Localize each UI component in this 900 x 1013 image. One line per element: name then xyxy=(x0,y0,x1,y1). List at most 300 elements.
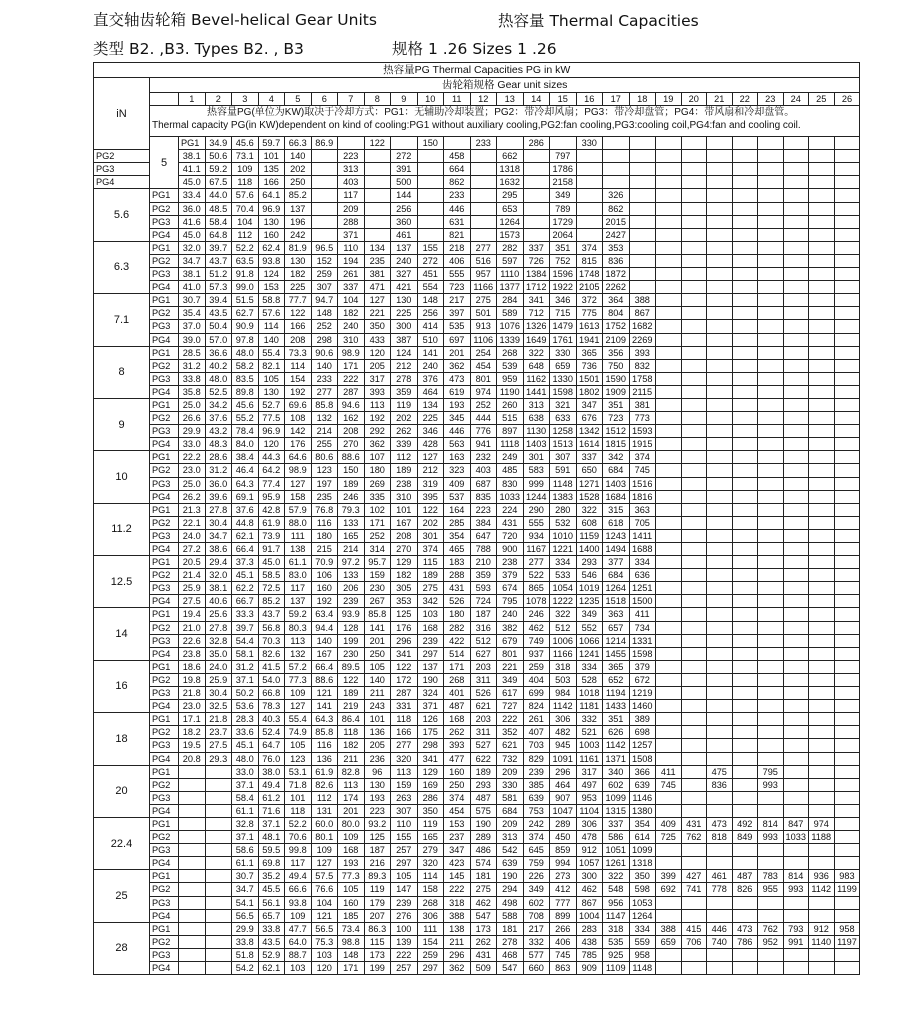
value-cell xyxy=(809,490,835,503)
value-cell: 162 xyxy=(338,412,365,425)
value-cell: 752 xyxy=(550,254,577,267)
value-cell xyxy=(758,346,784,359)
value-cell: 89.3 xyxy=(364,870,391,883)
ratio-cell: 12.5 xyxy=(94,556,150,608)
value-cell xyxy=(656,791,682,804)
value-cell xyxy=(809,254,835,267)
value-cell xyxy=(179,870,206,883)
value-cell xyxy=(758,791,784,804)
value-cell: 124 xyxy=(258,268,285,281)
value-cell: 608 xyxy=(576,516,603,529)
value-cell: 155 xyxy=(417,241,444,254)
value-cell: 345 xyxy=(444,412,471,425)
pg-label: PG4 xyxy=(150,804,179,817)
value-cell xyxy=(834,765,860,778)
value-cell: 101 xyxy=(285,791,312,804)
value-cell: 62.7 xyxy=(232,307,259,320)
value-cell: 297 xyxy=(417,962,444,975)
value-cell: 127 xyxy=(364,294,391,307)
value-cell xyxy=(179,844,206,857)
value-cell xyxy=(809,438,835,451)
value-cell xyxy=(681,556,707,569)
value-cell xyxy=(834,281,860,294)
pg-label: PG2 xyxy=(150,673,179,686)
table-row xyxy=(94,817,860,830)
value-cell: 37.1 xyxy=(258,817,285,830)
value-cell: 34.9 xyxy=(205,137,232,150)
table-row xyxy=(94,503,860,516)
value-cell xyxy=(656,503,682,516)
value-cell xyxy=(834,896,860,909)
value-cell: 181 xyxy=(470,870,497,883)
value-cell: 1318 xyxy=(497,163,524,176)
value-cell xyxy=(732,634,758,647)
value-cell xyxy=(629,215,656,228)
value-cell: 277 xyxy=(470,241,497,254)
value-cell: 1243 xyxy=(603,529,630,542)
value-cell: 535 xyxy=(603,935,630,948)
value-cell: 250 xyxy=(285,176,312,189)
value-cell: 527 xyxy=(470,739,497,752)
size-number: 12 xyxy=(470,93,497,106)
value-cell xyxy=(834,778,860,791)
value-cell xyxy=(707,438,733,451)
value-cell xyxy=(364,150,391,163)
value-cell xyxy=(783,477,809,490)
value-cell: 66.4 xyxy=(232,543,259,556)
value-cell xyxy=(758,202,784,215)
value-cell: 521 xyxy=(576,726,603,739)
size-number: 7 xyxy=(338,93,365,106)
value-cell xyxy=(758,647,784,660)
value-cell: 91.8 xyxy=(232,268,259,281)
value-cell xyxy=(707,543,733,556)
value-cell: 293 xyxy=(470,778,497,791)
value-cell: 72.5 xyxy=(258,582,285,595)
value-cell xyxy=(656,608,682,621)
value-cell xyxy=(834,556,860,569)
value-cell xyxy=(758,176,784,189)
value-cell xyxy=(809,569,835,582)
value-cell xyxy=(758,307,784,320)
value-cell xyxy=(656,294,682,307)
value-cell xyxy=(417,176,444,189)
value-cell: 294 xyxy=(497,883,524,896)
value-cell: 77.3 xyxy=(338,870,365,883)
value-cell: 41.0 xyxy=(179,281,206,294)
value-cell: 148 xyxy=(311,307,338,320)
value-cell xyxy=(834,713,860,726)
value-cell: 32.0 xyxy=(205,569,232,582)
value-cell xyxy=(758,503,784,516)
value-cell: 462 xyxy=(523,621,550,634)
pg-label: PG2 xyxy=(150,569,179,582)
value-cell: 109 xyxy=(232,163,259,176)
value-cell: 1593 xyxy=(629,425,656,438)
size-number: 19 xyxy=(656,93,682,106)
value-cell: 89.5 xyxy=(338,660,365,673)
value-cell: 23.0 xyxy=(179,700,206,713)
value-cell xyxy=(681,150,707,163)
value-cell: 352 xyxy=(497,726,524,739)
value-cell xyxy=(681,634,707,647)
value-cell: 37.0 xyxy=(179,320,206,333)
value-cell xyxy=(758,398,784,411)
value-cell: 786 xyxy=(732,935,758,948)
value-cell: 114 xyxy=(417,870,444,883)
value-cell: 1403 xyxy=(523,438,550,451)
value-cell: 62.1 xyxy=(258,962,285,975)
value-cell: 278 xyxy=(391,372,418,385)
value-cell xyxy=(758,673,784,686)
value-cell: 297 xyxy=(417,647,444,660)
table-row xyxy=(94,621,860,634)
value-cell: 734 xyxy=(629,621,656,634)
value-cell: 814 xyxy=(758,817,784,830)
value-cell: 97.8 xyxy=(232,333,259,346)
value-cell: 292 xyxy=(364,425,391,438)
value-cell: 91.7 xyxy=(258,543,285,556)
value-cell xyxy=(834,569,860,582)
value-cell xyxy=(783,281,809,294)
value-cell xyxy=(758,962,784,975)
size-number: 3 xyxy=(232,93,259,106)
value-cell xyxy=(783,359,809,372)
value-cell: 664 xyxy=(444,163,471,176)
value-cell: 393 xyxy=(444,739,471,752)
value-cell xyxy=(809,621,835,634)
value-cell: 994 xyxy=(550,857,577,870)
value-cell: 588 xyxy=(497,909,524,922)
value-cell xyxy=(834,464,860,477)
value-cell: 104 xyxy=(232,215,259,228)
value-cell: 287 xyxy=(338,385,365,398)
value-cell: 1872 xyxy=(603,268,630,281)
value-cell: 427 xyxy=(681,870,707,883)
value-cell: 282 xyxy=(444,621,471,634)
value-cell: 577 xyxy=(523,948,550,961)
value-cell: 745 xyxy=(550,948,577,961)
value-cell: 69.1 xyxy=(232,490,259,503)
value-cell xyxy=(681,385,707,398)
value-cell: 31.2 xyxy=(232,660,259,673)
value-cell: 153 xyxy=(444,817,471,830)
value-cell: 958 xyxy=(629,948,656,961)
value-cell xyxy=(576,202,603,215)
value-cell: 323 xyxy=(444,464,471,477)
value-cell xyxy=(758,595,784,608)
value-cell: 362 xyxy=(444,359,471,372)
value-cell: 48.1 xyxy=(258,831,285,844)
value-cell: 720 xyxy=(497,529,524,542)
value-cell: 88.6 xyxy=(311,673,338,686)
value-cell: 526 xyxy=(470,687,497,700)
value-cell xyxy=(681,687,707,700)
value-cell xyxy=(809,608,835,621)
value-cell: 1033 xyxy=(783,831,809,844)
value-cell xyxy=(809,739,835,752)
value-cell xyxy=(732,228,758,241)
value-cell xyxy=(707,516,733,529)
value-cell xyxy=(809,503,835,516)
value-cell: 35.4 xyxy=(179,307,206,320)
value-cell: 85.8 xyxy=(311,726,338,739)
value-cell: 724 xyxy=(470,595,497,608)
value-cell xyxy=(656,962,682,975)
value-cell: 211 xyxy=(444,935,471,948)
value-cell: 801 xyxy=(470,372,497,385)
value-cell: 423 xyxy=(444,857,471,870)
value-cell xyxy=(783,896,809,909)
value-cell: 349 xyxy=(523,883,550,896)
value-cell: 73.4 xyxy=(338,922,365,935)
value-cell: 174 xyxy=(338,791,365,804)
value-cell: 25.0 xyxy=(179,477,206,490)
note-cn: 热容量PG(单位为KW)取决于冷却方式：PG1：无辅助冷却装置；PG2：带冷却风扇；PG3：带冷却盘管；PG4：带风扇和冷却盘管。 xyxy=(207,107,795,119)
value-cell: 736 xyxy=(576,359,603,372)
value-cell xyxy=(783,621,809,634)
value-cell: 86.3 xyxy=(364,922,391,935)
value-cell xyxy=(707,228,733,241)
value-cell: 118 xyxy=(338,726,365,739)
value-cell: 602 xyxy=(523,896,550,909)
size-number: 4 xyxy=(258,93,285,106)
value-cell xyxy=(681,647,707,660)
value-cell xyxy=(417,189,444,202)
value-cell xyxy=(576,176,603,189)
value-cell: 101 xyxy=(391,503,418,516)
value-cell: 71.8 xyxy=(285,778,312,791)
value-cell: 647 xyxy=(470,529,497,542)
value-cell: 141 xyxy=(364,621,391,634)
value-cell: 462 xyxy=(576,883,603,896)
value-cell: 2269 xyxy=(629,333,656,346)
value-cell: 1003 xyxy=(576,739,603,752)
value-cell xyxy=(681,254,707,267)
value-cell xyxy=(758,294,784,307)
value-cell xyxy=(783,398,809,411)
value-cell: 96.5 xyxy=(311,241,338,254)
value-cell xyxy=(834,687,860,700)
value-cell xyxy=(732,556,758,569)
value-cell: 705 xyxy=(629,516,656,529)
value-cell xyxy=(758,804,784,817)
value-cell xyxy=(707,857,733,870)
table-row xyxy=(94,320,860,333)
value-cell: 43.2 xyxy=(205,425,232,438)
value-cell: 145 xyxy=(444,870,471,883)
table-row xyxy=(94,673,860,686)
size-number: 18 xyxy=(629,93,656,106)
value-cell: 104 xyxy=(311,896,338,909)
value-cell xyxy=(707,713,733,726)
table-row xyxy=(94,241,860,254)
value-cell: 366 xyxy=(629,765,656,778)
value-cell: 591 xyxy=(550,464,577,477)
value-cell: 1682 xyxy=(629,320,656,333)
pg-label: PG2 xyxy=(150,202,179,215)
value-cell: 353 xyxy=(391,595,418,608)
value-cell: 789 xyxy=(550,202,577,215)
value-cell xyxy=(681,621,707,634)
value-cell xyxy=(311,202,338,215)
value-cell: 103 xyxy=(311,948,338,961)
pg-label: PG3 xyxy=(150,372,179,385)
size-cn: 规格 xyxy=(392,40,424,58)
value-cell: 261 xyxy=(523,713,550,726)
value-cell xyxy=(809,333,835,346)
value-cell xyxy=(707,137,733,150)
value-cell: 190 xyxy=(497,870,524,883)
value-cell: 698 xyxy=(629,726,656,739)
value-cell xyxy=(732,687,758,700)
value-cell: 332 xyxy=(523,935,550,948)
pg-label: PG1 xyxy=(150,817,179,830)
value-cell: 42.8 xyxy=(258,503,285,516)
value-cell: 108 xyxy=(285,412,312,425)
value-cell: 522 xyxy=(523,569,550,582)
size-spacer xyxy=(150,93,179,106)
value-cell: 189 xyxy=(417,569,444,582)
table-row xyxy=(94,556,860,569)
value-cell xyxy=(707,660,733,673)
value-cell: 51.2 xyxy=(205,268,232,281)
value-cell: 36.6 xyxy=(205,346,232,359)
value-cell: 254 xyxy=(470,346,497,359)
value-cell: 320 xyxy=(391,752,418,765)
value-cell: 28.5 xyxy=(179,346,206,359)
value-cell: 1326 xyxy=(523,320,550,333)
value-cell xyxy=(834,228,860,241)
value-cell: 849 xyxy=(732,831,758,844)
value-cell: 362 xyxy=(444,962,471,975)
value-cell: 90.6 xyxy=(311,346,338,359)
value-cell xyxy=(732,202,758,215)
value-cell: 56.1 xyxy=(258,896,285,909)
value-cell xyxy=(681,844,707,857)
size-number: 22 xyxy=(732,93,758,106)
value-cell xyxy=(834,202,860,215)
value-cell: 123 xyxy=(285,752,312,765)
value-cell: 464 xyxy=(417,385,444,398)
value-cell xyxy=(809,176,835,189)
value-cell xyxy=(707,791,733,804)
value-cell: 428 xyxy=(417,438,444,451)
value-cell: 401 xyxy=(444,687,471,700)
value-cell: 25.9 xyxy=(179,582,206,595)
table-row xyxy=(94,948,860,961)
value-cell: 22.2 xyxy=(179,451,206,464)
value-cell: 510 xyxy=(417,333,444,346)
value-cell xyxy=(707,215,733,228)
value-cell: 96.9 xyxy=(258,202,285,215)
size-number: 16 xyxy=(576,93,603,106)
value-cell: 648 xyxy=(523,359,550,372)
value-cell: 1053 xyxy=(629,896,656,909)
in-label: iN xyxy=(94,78,150,150)
value-cell: 194 xyxy=(338,254,365,267)
value-cell: 192 xyxy=(364,412,391,425)
value-cell: 925 xyxy=(603,948,630,961)
value-cell xyxy=(681,660,707,673)
value-cell: 27.8 xyxy=(205,503,232,516)
value-cell: 85.2 xyxy=(285,189,312,202)
value-cell xyxy=(179,778,206,791)
value-cell: 289 xyxy=(470,831,497,844)
pg-label: PG4 xyxy=(150,962,179,975)
value-cell: 37.6 xyxy=(205,412,232,425)
value-cell: 39.7 xyxy=(205,241,232,254)
value-cell: 862 xyxy=(603,202,630,215)
value-cell xyxy=(707,202,733,215)
value-cell: 98.8 xyxy=(338,935,365,948)
value-cell: 93.9 xyxy=(338,608,365,621)
value-cell: 101 xyxy=(258,150,285,163)
value-cell xyxy=(809,857,835,870)
value-cell xyxy=(783,451,809,464)
value-cell xyxy=(732,268,758,281)
value-cell: 283 xyxy=(576,922,603,935)
value-cell xyxy=(707,477,733,490)
value-cell xyxy=(834,451,860,464)
value-cell: 29.4 xyxy=(205,556,232,569)
value-cell xyxy=(656,621,682,634)
value-cell xyxy=(707,163,733,176)
value-cell: 652 xyxy=(603,673,630,686)
value-cell: 23.7 xyxy=(205,726,232,739)
value-cell xyxy=(656,713,682,726)
value-cell: 250 xyxy=(364,647,391,660)
size-number: 14 xyxy=(523,93,550,106)
value-cell: 622 xyxy=(470,752,497,765)
value-cell: 239 xyxy=(338,595,365,608)
value-cell: 199 xyxy=(364,962,391,975)
value-cell: 909 xyxy=(576,962,603,975)
value-cell: 1501 xyxy=(576,372,603,385)
ratio-cell: 10 xyxy=(94,451,150,503)
value-cell: 212 xyxy=(391,359,418,372)
table-row xyxy=(94,543,860,556)
table-caption: 热容量PG Thermal Capacities PG in kW xyxy=(94,63,860,78)
value-cell: 171 xyxy=(364,516,391,529)
value-cell: 356 xyxy=(603,346,630,359)
ratio-cell: 28 xyxy=(94,922,150,974)
value-cell xyxy=(179,909,206,922)
pg-label: PG3 xyxy=(150,582,179,595)
value-cell: 397 xyxy=(444,307,471,320)
value-cell xyxy=(732,503,758,516)
value-cell: 1729 xyxy=(550,215,577,228)
value-cell: 41.6 xyxy=(179,215,206,228)
value-cell xyxy=(179,935,206,948)
value-cell: 125 xyxy=(391,608,418,621)
value-cell xyxy=(681,490,707,503)
value-cell: 1057 xyxy=(576,857,603,870)
value-cell: 777 xyxy=(550,896,577,909)
value-cell xyxy=(681,569,707,582)
value-cell: 830 xyxy=(497,477,524,490)
value-cell: 32.0 xyxy=(179,241,206,254)
value-cell: 189 xyxy=(391,464,418,477)
value-cell xyxy=(470,202,497,215)
table-row xyxy=(94,647,860,660)
value-cell xyxy=(681,241,707,254)
value-cell xyxy=(205,948,232,961)
table-row xyxy=(94,451,860,464)
value-cell: 85.8 xyxy=(311,398,338,411)
table-row xyxy=(94,752,860,765)
value-cell: 256 xyxy=(391,202,418,215)
